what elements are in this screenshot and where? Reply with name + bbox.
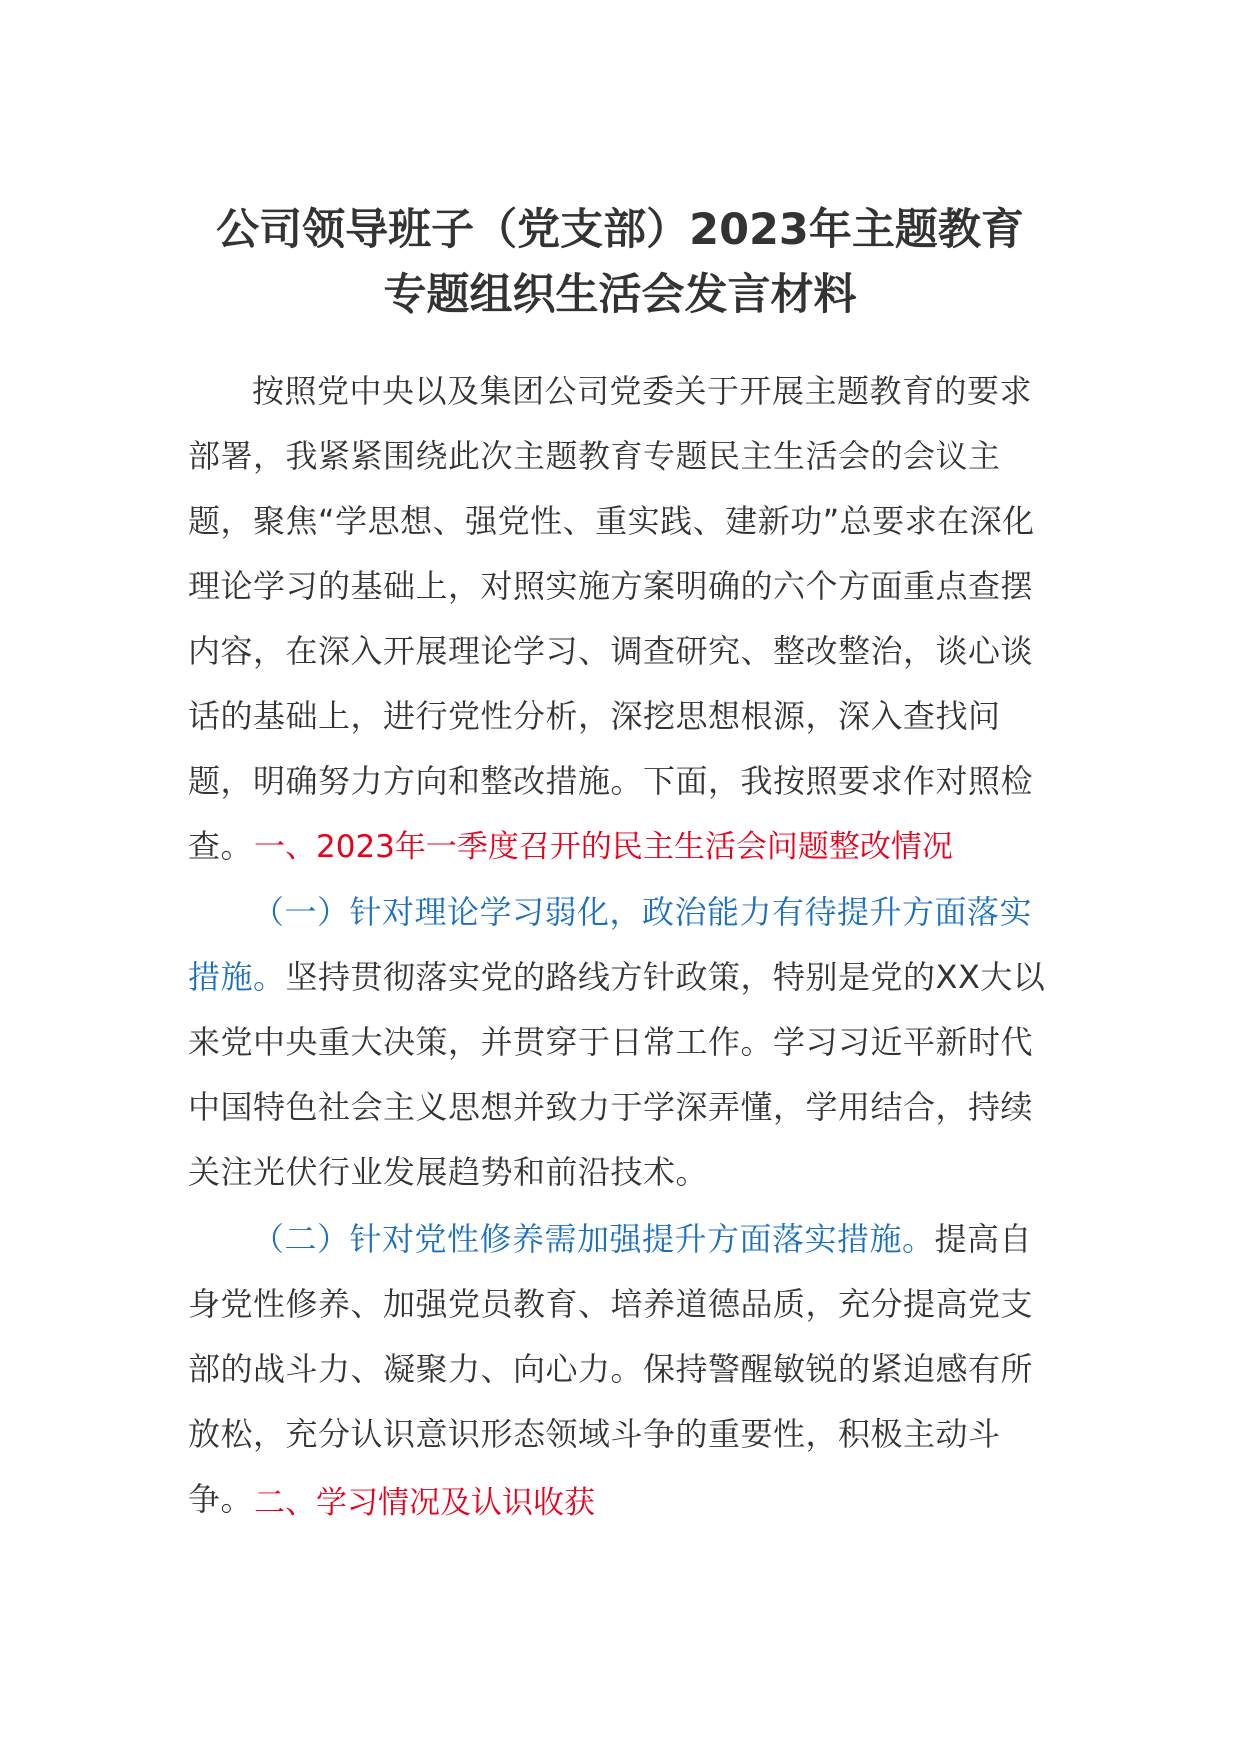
document-title-line-2: 专题组织生活会发言材料: [383, 270, 857, 320]
subsection-1-paragraph: [188, 880, 1058, 1205]
subsection-1-heading: （一）针对理论学习弱化，政治能力有待提升方面落实措施。: [188, 893, 1033, 996]
section-2-heading: 二、学习情况及认识收获: [254, 1485, 595, 1521]
section-1-heading: 一、2023年一季度召开的民主生活会问题整改情况: [254, 829, 953, 865]
subsection-2-heading: （二）针对党性修养需加强提升方面落实措施。: [252, 1220, 935, 1258]
intro-paragraph: 按照党中央以及集团公司党委关于开展主题教育的要求部署，我紧紧围绕此次主题教育专题民主生活会的会议主题，聚焦“学思想、强党性、重实践、建新功”总要求在深化理论学习的基础上，对照实施方案明确的六个方面重点查摆内容，在深入开展理论学习、调查研究、整改整治，谈心谈话的基础上，进行党性分析，深挖思想根源，深入查找问题，明确努力方向和整改措施。下面，我按照要求作对照检查。: [188, 372, 1035, 865]
subsection-2-body: 提高自身党性修养、加强党员教育、培养道德品质，充分提高党支部的战斗力、凝聚力、向心力。保持警醒敏锐的紧迫感有所放松，充分认识意识形态领域斗争的重要性，积极主动斗争。: [188, 1220, 1034, 1518]
document-title-line-1: 公司领导班子（党支部）2023年主题教育: [216, 205, 1024, 255]
subsection-1-body: 坚持贯彻落实党的路线方针政策，特别是党的XX大以来党中央重大决策，并贯穿于日常工作。学习习近平新时代中国特色社会主义思想并致力于学深弄懂，学用结合，持续关注光伏行业发展趋势和前沿技术。: [188, 958, 1046, 1191]
